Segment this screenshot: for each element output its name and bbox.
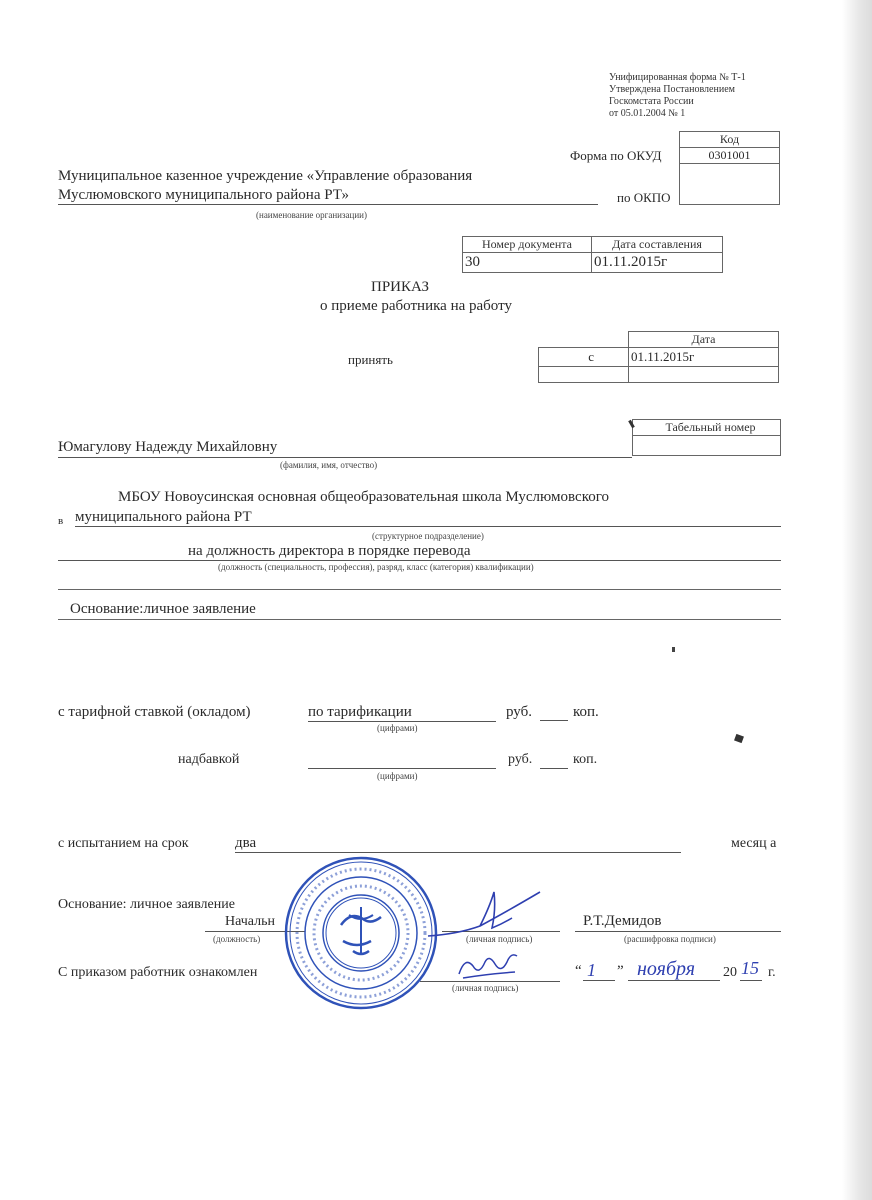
employee-name-line — [58, 457, 632, 458]
signature-name-line — [575, 931, 781, 932]
director-signature — [420, 888, 560, 948]
ack-year-line — [740, 980, 762, 981]
department-prefix: в — [58, 515, 64, 527]
position-value: на должность директора в порядке перевода — [188, 543, 471, 559]
tab-number-header: Табельный номер — [632, 419, 781, 436]
ack-year-unit: г. — [768, 965, 776, 980]
ack-year-prefix: 20 — [723, 965, 737, 980]
organization-caption: (наименование организации) — [256, 210, 367, 220]
form-header-line2: Утверждена Постановлением — [609, 84, 735, 95]
organization-line1: Муниципальное казенное учреждение «Управление образования — [58, 168, 473, 184]
form-header — [609, 72, 746, 120]
bonus-rub: руб. — [508, 752, 533, 767]
ack-quote-close: ” — [617, 963, 624, 979]
scan-mark — [734, 734, 744, 743]
doc-date-value: 01.11.2015г — [591, 252, 723, 273]
probation-value: два — [235, 835, 681, 853]
salary-label: с тарифной ставкой (окладом) — [58, 704, 251, 720]
official-stamp — [283, 855, 439, 1011]
kod-header: Код — [679, 131, 780, 148]
salary-rub: руб. — [506, 704, 532, 720]
employee-name: Юмагулову Надежду Михайловну — [58, 439, 278, 455]
basis-1: Основание:личное заявление — [70, 601, 256, 617]
department-line1: МБОУ Новоусинская основная общеобразовательная школа Муслюмовского — [118, 489, 609, 505]
bonus-kop: коп. — [573, 752, 598, 767]
position-line — [58, 560, 781, 561]
form-header-line1: Унифицированная форма № Т-1 — [609, 72, 746, 83]
tab-number-value — [632, 435, 781, 456]
signature-role: Начальн — [225, 914, 276, 929]
doc-date-header: Дата составления — [591, 236, 723, 253]
signature-name-caption: (расшифровка подписи) — [624, 934, 716, 944]
signature-sign-caption: (личная подпись) — [466, 934, 533, 944]
acknowledge-label: С приказом работник ознакомлен — [58, 965, 258, 980]
probation-unit: месяц а — [731, 836, 777, 851]
page-title: ПРИКАЗ — [371, 279, 429, 295]
ack-quote-open: “ — [575, 963, 582, 979]
position-line2 — [58, 589, 781, 590]
scan-mark — [672, 647, 675, 652]
signature-role-caption: (должность) — [213, 934, 261, 944]
employee-name-caption: (фамилия, имя, отчество) — [280, 460, 378, 470]
signature-name: Р.Т.Демидов — [583, 913, 662, 929]
salary-kop: коп. — [573, 704, 599, 720]
bonus-value — [308, 752, 496, 769]
bonus-caption: (цифрами) — [377, 771, 418, 781]
ack-month-line — [628, 980, 720, 981]
acknowledge-sign-caption: (личная подпись) — [452, 983, 519, 993]
salary-kop-line — [540, 720, 568, 721]
salary-value: по тарификации — [308, 704, 496, 722]
ack-day-line — [583, 980, 615, 981]
bonus-kop-line — [540, 768, 568, 769]
from-value: 01.11.2015г — [628, 347, 779, 367]
page-subtitle: о приеме работника на работу — [320, 298, 512, 314]
doc-number-header: Номер документа — [462, 236, 592, 253]
ack-year-suffix: 15 — [741, 958, 759, 978]
basis-2: Основание: личное заявление — [58, 897, 235, 912]
doc-number-value: 30 — [462, 252, 592, 273]
department-caption: (структурное подразделение) — [372, 531, 484, 541]
bonus-label: надбавкой — [178, 752, 240, 767]
scan-edge-shadow — [842, 0, 872, 1200]
organization-line2: Муслюмовского муниципального района РТ» — [58, 187, 598, 205]
ack-day: 1 — [587, 960, 596, 980]
ack-month: ноября — [637, 958, 696, 980]
to-value — [628, 366, 779, 383]
employee-signature — [455, 950, 525, 984]
probation-label: с испытанием на срок — [58, 836, 189, 851]
to-label — [538, 366, 629, 383]
okpo-value — [679, 163, 780, 205]
position-caption: (должность (специальность, профессия), разряд, класс (категория) квалификации) — [218, 562, 534, 572]
salary-caption: (цифрами) — [377, 723, 418, 733]
okud-value: 0301001 — [679, 147, 780, 164]
date-header: Дата — [628, 331, 779, 348]
okud-label: Форма по ОКУД — [570, 148, 662, 163]
accept-label: принять — [348, 352, 393, 367]
okpo-label: по ОКПО — [617, 190, 671, 205]
basis-1-line — [58, 619, 781, 620]
from-label: с — [538, 347, 629, 367]
department-line2: муниципального района РТ — [75, 509, 781, 527]
form-header-line3: Госкомстата России — [609, 96, 694, 107]
form-header-line4: от 05.01.2004 № 1 — [609, 108, 686, 119]
